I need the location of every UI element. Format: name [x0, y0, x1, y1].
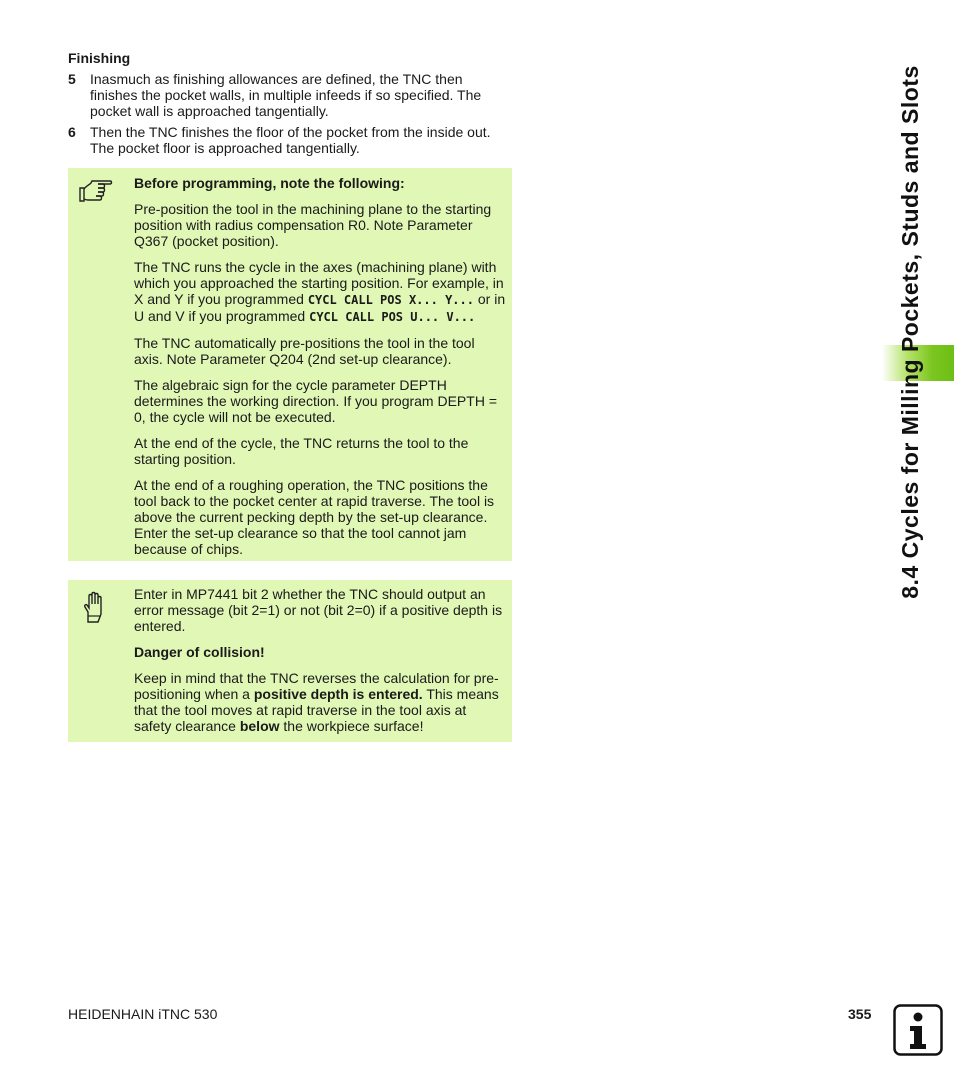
- list-item: [68, 124, 513, 156]
- text-run: Keep in mind that the TNC reverses the calculation for pre-positioning when a: [134, 670, 499, 702]
- page-number: 355: [848, 1006, 872, 1022]
- note-title: Before programming, note the following:: [134, 175, 405, 191]
- note-body: [134, 586, 506, 744]
- text-run: the workpiece surface!: [279, 718, 424, 734]
- note-title: Danger of collision!: [134, 644, 265, 660]
- step-number: 5: [68, 71, 76, 87]
- note-paragraph: [134, 670, 506, 734]
- code-snippet: CYCL CALL POS X... Y...: [307, 293, 474, 307]
- note-body: [134, 175, 506, 567]
- step-list: [68, 71, 513, 161]
- note-paragraph: Enter in MP7441 bit 2 whether the TNC should output an error message (bit 2=1) or not (bit 2=0) if a positive depth is entered.: [134, 586, 503, 634]
- bold-text: positive depth is entered.: [253, 686, 423, 702]
- code-snippet: CYCL CALL POS U... V...: [309, 310, 476, 324]
- step-number: 6: [68, 124, 76, 140]
- note-paragraph: At the end of the cycle, the TNC returns the tool to the starting position.: [134, 435, 469, 467]
- note-paragraph: Pre-position the tool in the machining plane to the starting position with radius compensation R0. Note Parameter Q367 (pocket position).: [134, 201, 492, 249]
- info-icon: [893, 1004, 943, 1056]
- footer-product: HEIDENHAIN iTNC 530: [68, 1006, 218, 1022]
- note-paragraph: The TNC automatically pre-positions the tool in the tool axis. Note Parameter Q204 (2nd set-up clearance).: [134, 335, 475, 367]
- note-paragraph: The algebraic sign for the cycle parameter DEPTH determines the working direction. If you program DEPTH = 0, the cycle will not be executed.: [134, 377, 497, 425]
- step-text: Inasmuch as finishing allowances are defined, the TNC then finishes the pocket walls, in multiple infeeds if so specified. The pocket wall is approached tangentially.: [90, 71, 482, 119]
- warning-hand-icon: [76, 590, 116, 624]
- note-paragraph: At the end of a roughing operation, the TNC positions the tool back to the pocket center at rapid traverse. The tool is above the current pecking depth by the set-up clearance. Enter the set-up clearance so that the tool cannot jam because of chips.: [134, 477, 495, 557]
- programming-note: [68, 168, 512, 561]
- step-text: Then the TNC finishes the floor of the pocket from the inside out. The pocket floor is approached tangentially.: [90, 124, 491, 156]
- list-item: [68, 71, 513, 119]
- note-paragraph: [134, 259, 506, 325]
- text-run: The TNC runs the cycle in the axes (machining plane) with which you approached the starting position. For example, in X and Y if you programmed: [134, 259, 504, 307]
- text-run: or in U and V if you programmed: [134, 291, 506, 324]
- warning-note: [68, 580, 512, 742]
- section-heading: Finishing: [68, 50, 131, 66]
- chapter-side-title: [892, 50, 928, 615]
- pointing-hand-icon: [76, 175, 116, 209]
- bold-text: below: [239, 718, 280, 734]
- text-run: This means that the tool moves at rapid traverse in the tool axis at safety clearance: [134, 686, 499, 734]
- chapter-title-text: 8.4 Cycles for Milling Pockets, Studs and Slots: [897, 65, 923, 599]
